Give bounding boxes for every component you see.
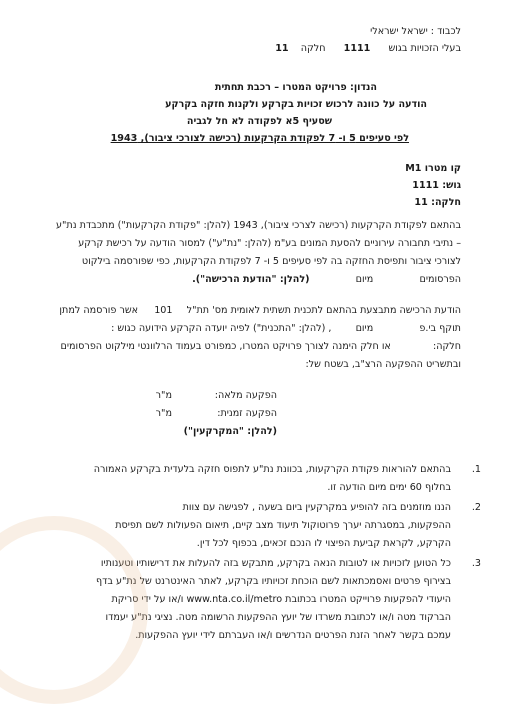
para1-definition: (להלן: "הודעת הרכישה"). — [192, 274, 310, 285]
full-expropriation-label: הפקעה מלאה: — [214, 390, 277, 401]
para2-date-label: מיום — [355, 323, 374, 334]
para2-line3 — [61, 339, 461, 355]
para2-line2 — [111, 321, 461, 337]
helka-label: חלקה — [300, 43, 326, 54]
recipient-to-line: לכבוד : ישראל ישראלי — [370, 26, 461, 37]
para2-part-text: או חלק הימנה לצורך פרויקט המטרו, כמפורט בעמוד הרלוונטי מילקוט הפרסומים — [60, 341, 391, 352]
gush-id: גוש: 1111 — [412, 180, 461, 191]
para2-line4: ובתשריט ההפקעה הרצ"ב, בשטח של: — [305, 359, 461, 370]
item-3-line-2: בצירוף פרטים ואסמכתאות לשם הוכחת זכויותיו בקרקע, לאתר האינטרנט של נת"ע בדף — [95, 576, 451, 587]
helka-id: חלקה: 11 — [414, 197, 461, 208]
para1-line1: בהתאם לפקודת הקרקעות (רכישה לצרכי ציבור), 1943 (להלן: "פקודת הקרקעות") מתכבדת נת"ע — [56, 220, 461, 231]
para1-line2: – נתיבי תחבורה עירוניים להסעת המונים בע"מ (להלן: "נת"ע") למסור הודעה על רכישת קרקע — [78, 238, 461, 249]
para2-plan-number: 101 — [154, 305, 173, 316]
item-2-number: 2. — [471, 502, 481, 513]
temporary-expropriation-unit: מ"ר — [155, 408, 172, 419]
item-2-line-1: הננו מוזמנים בזה להופיע במקרקעין ביום בשעה , לפגישה עם צוות — [182, 502, 451, 513]
item-2-line-3: הקרקע, לקראת קביעת הפיצוי לו הנכם זכאים, בכפוף לכל דין. — [196, 538, 451, 549]
metro-line-id: קו מטרו M1 — [405, 163, 461, 174]
item-3-line-3: היעודי להפקעות פרוייקט המטרו בכתובת www.nta.co.il/metro ו/או על ידי סריקת — [111, 594, 451, 605]
para2-helka-label: חלקה: — [432, 341, 461, 352]
recipient-owner-line — [275, 41, 461, 57]
heading-line-4: לפי סעיפים 5 ו- 7 לפקודת הקרקעות (רכישה לצורכי ציבור), 1943 — [110, 133, 409, 144]
heading-line-3: שסעיף 5א לפקודה לא חל לגביה — [186, 116, 332, 127]
item-2-line-2: ההפקעות, במסגרתה יערך פרוטוקול תיעוד מצב קיים, תיאום הפעולות לשם תפיסת — [115, 520, 451, 531]
para1-date-label: מיום — [355, 274, 374, 285]
full-expropriation-unit: מ"ר — [155, 390, 172, 401]
para2-published-text: אשר פורסמה למתן — [59, 305, 139, 316]
item-1-line-2: בחלוף 60 ימים מיום הודעה זו. — [327, 482, 451, 493]
item-3-line-1: כל הטוען לזכויות או לטובות הנאה בקרקע, מתבקש בזה להעלות את דרישותיו וטענותיו — [100, 558, 451, 569]
para1-line4 — [192, 272, 461, 288]
item-1-number: 1. — [471, 464, 481, 475]
subject-line: הנדון: פרויקט המטרו – רכבת תחתית — [214, 82, 377, 93]
item-3-number: 3. — [471, 558, 481, 569]
para2-validity-label: תוקף בי.פ — [419, 323, 461, 334]
owner-line-prefix: בעלי הזכויות בגוש — [388, 43, 461, 54]
real-estate-definition: (להלן: "המקרקעין") — [183, 426, 277, 437]
para2-plan-definition: , (להלן: "התכנית") לפיה יועדה הקרקע הידועה כגוש : — [111, 323, 332, 334]
gush-value: 1111 — [343, 43, 371, 54]
item-1-line-1: בהתאם להוראות פקודת הקרקעות, בכוונת נת"ע לתפוס חזקה בלעדית בקרקע האמורה — [93, 464, 451, 475]
helka-value: 11 — [275, 43, 289, 54]
para2-line1 — [59, 303, 461, 319]
heading-line-2: הודעה על כוונה לרכוש זכויות בקרקע ולקנות חזקה בקרקע — [165, 99, 427, 110]
para1-line3: לצורכי ציבור ותפיסת החזקה בה לפי סעיפים 5 ו- 7 לפקודת הקרקעות, כפי שפורסמה בילקוט — [81, 256, 461, 267]
para2-plan-text: הודעת הרכישה מתבצעת בהתאם לתכנית תשתית לאומית מס' תת"ל — [186, 305, 461, 316]
temporary-expropriation-label: הפקעה זמנית: — [217, 408, 277, 419]
item-3-line-4: הברקוד מטה ו/או לכתובת משרדו של יועץ ההפקעות הרשומה מטה. נציגי נת"ע יעמדו — [105, 612, 451, 623]
para1-publication-label: הפרסומים — [419, 274, 461, 285]
item-3-line-5: עמכם בקשר לאחר הזנת הפרטים הנדרשים ו/או העברתם לידי יועץ ההפקעות. — [135, 630, 451, 641]
